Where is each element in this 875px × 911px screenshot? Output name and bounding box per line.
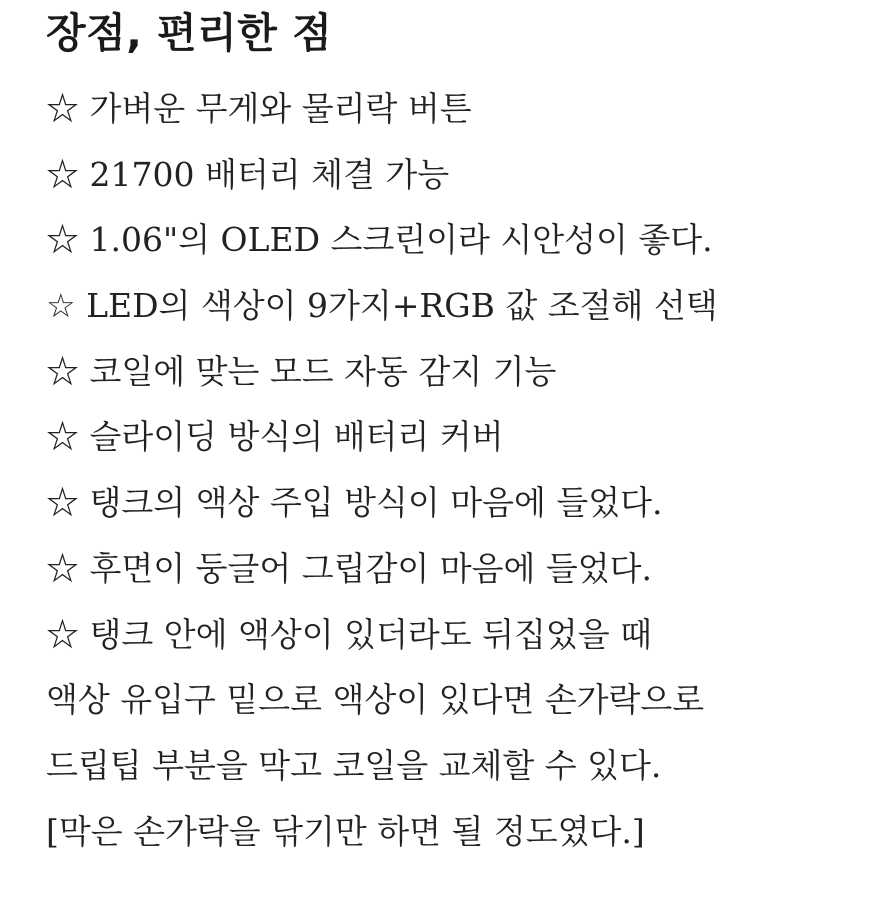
list-item-21700-battery: ☆ 21700 배터리 체결 가능 [46, 154, 450, 194]
list-item-lightweight-lock-button: ☆ 가벼운 무게와 물리락 버튼 [46, 89, 472, 128]
list-item-note: [막은 손가락을 닦기만 하면 될 정도였다.] [46, 811, 645, 851]
pros-list [46, 76, 866, 864]
list-item-coil-change: ☆ 탱크 안에 액상이 있더라도 뒤집었을 때 [46, 614, 652, 654]
list-item-tank-fill-method: ☆ 탱크의 액상 주입 방식이 마음에 들었다. [46, 483, 663, 523]
list-item-auto-mode-detect: ☆ 코일에 맞는 모드 자동 감지 기능 [46, 351, 557, 391]
section-title: 장점, 편리한 점 [46, 9, 333, 57]
list-item-rounded-back-grip: ☆ 후면이 둥글어 그립감이 마음에 들었다. [46, 548, 652, 588]
list-item-coil-change-continued-1: 액상 유입구 밑으로 액상이 있다면 손가락으로 [46, 680, 705, 720]
list-item-led-colors: ☆ LED의 색상이 9가지+RGB 값 조절해 선택 [46, 286, 718, 326]
list-item-oled-screen: ☆ 1.06"의 OLED 스크린이라 시안성이 좋다. [46, 220, 713, 260]
list-item-coil-change-continued-2: 드립팁 부분을 막고 코일을 교체할 수 있다. [46, 745, 662, 785]
list-item-sliding-battery-cover: ☆ 슬라이딩 방식의 배터리 커버 [46, 417, 504, 457]
